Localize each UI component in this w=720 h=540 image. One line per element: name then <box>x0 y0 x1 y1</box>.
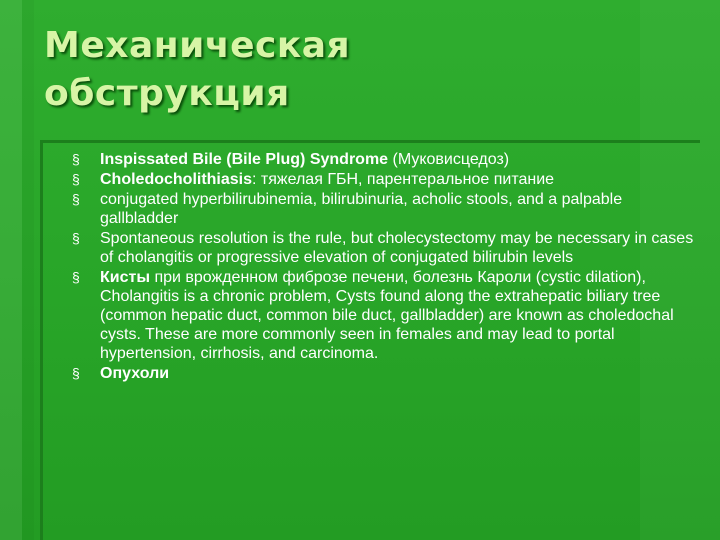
corner-bracket-horizontal <box>40 140 700 143</box>
bullet-bold-text: Опухоли <box>100 365 170 382</box>
bullet-item <box>72 229 694 267</box>
bullet-text: при врожденном фиброзе печени, болезнь Кароли (cystic dilation), Cholangitis is a chronic problem, Cysts found along the extrahepatic biliary tree (common hepatic duct, common bile duct, gallbladder) are known as choledochal cysts. These are more commonly seen in females and may lead to portal hypertension, cirrhosis, and carcinoma. <box>100 269 674 362</box>
bullet-item <box>72 170 694 189</box>
bullet-list <box>72 150 694 384</box>
bullet-marker-icon: § <box>72 151 80 167</box>
bullet-bold-text: Кисты <box>100 269 150 286</box>
corner-bracket-vertical <box>40 140 43 540</box>
slide-title <box>44 22 664 118</box>
bullet-text: conjugated hyperbilirubinemia, bilirubinuria, acholic stools, and a palpable gallbladder <box>100 191 623 227</box>
decorative-band <box>22 0 34 540</box>
bullet-marker-icon: § <box>72 269 80 285</box>
bullet-text: Spontaneous resolution is the rule, but cholecystectomy may be necessary in cases of cholangitis or progressive elevation of conjugated bilirubin levels <box>100 230 694 266</box>
bullet-text: : тяжелая ГБН, парентеральное питание <box>252 171 555 188</box>
bullet-item <box>72 268 694 363</box>
bullet-text: (Муковисцедоз) <box>388 151 510 168</box>
bullet-marker-icon: § <box>72 230 80 246</box>
bullet-marker-icon: § <box>72 171 80 187</box>
bullet-marker-icon: § <box>72 191 80 207</box>
slide-title-line-1: Механическая <box>44 25 351 66</box>
bullet-bold-text: Inspissated Bile (Bile Plug) Syndrome <box>100 151 389 168</box>
decorative-band <box>0 0 22 540</box>
bullet-item <box>72 364 694 383</box>
bullet-item <box>72 150 694 169</box>
bullet-marker-icon: § <box>72 365 80 381</box>
bullet-item <box>72 190 694 228</box>
bullet-bold-text: Choledocholithiasis <box>100 171 253 188</box>
slide-title-line-2: обструкция <box>44 73 290 114</box>
